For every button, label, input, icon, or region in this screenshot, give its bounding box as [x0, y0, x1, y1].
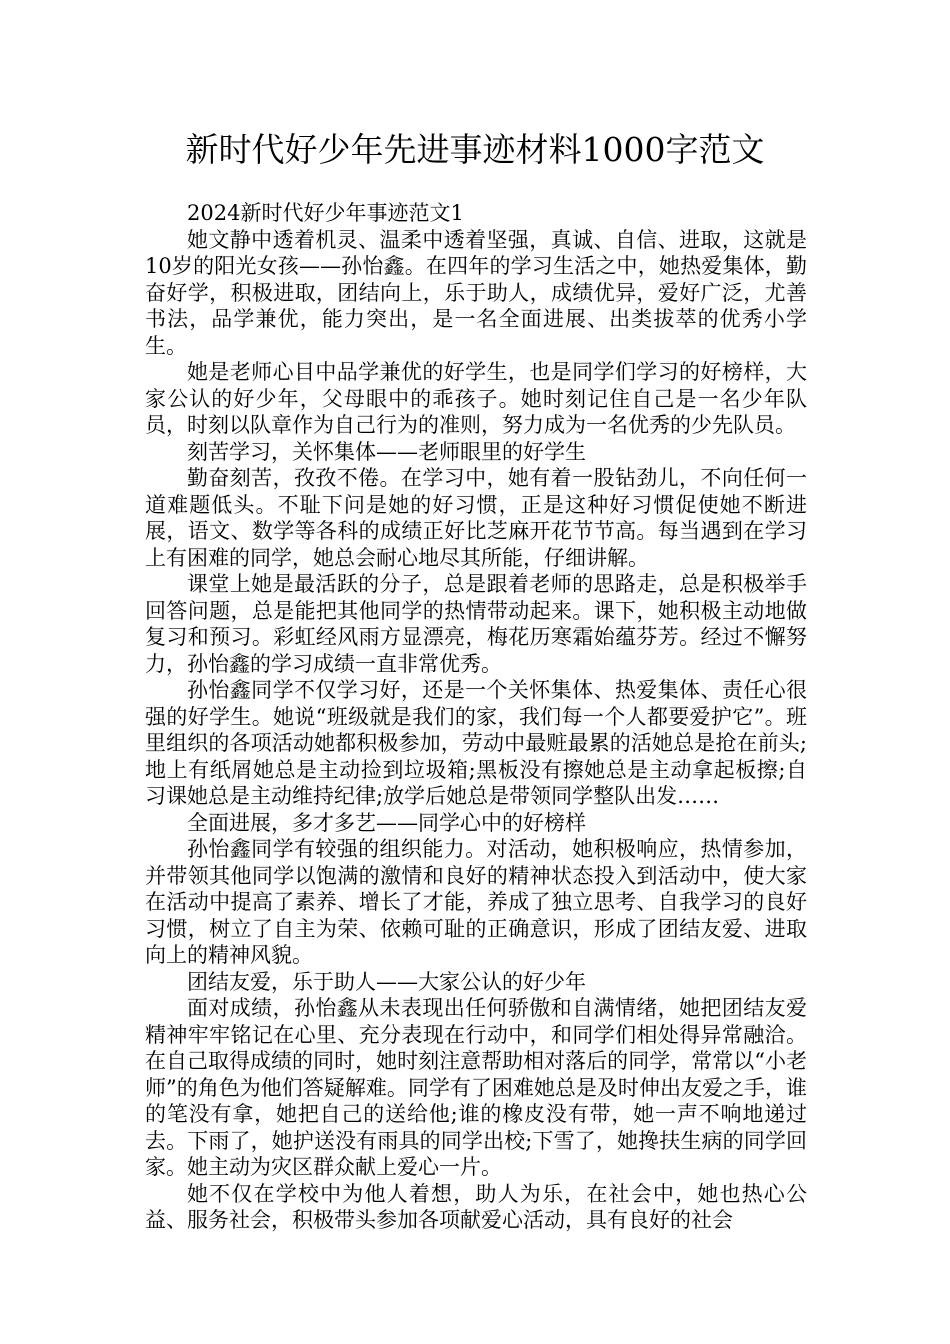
- paragraph: 勤奋刻苦，孜孜不倦。在学习中，她有着一股钻劲儿，不向任何一道难题低头。不耻下问是她的好习惯，正是这种好习惯促使她不断进展，语文、数学等各科的成绩正好比芝麻开花节节高。每当遇到在学习上有困难的同学，她总会耐心地尽其所能，仔细讲解。: [145, 466, 807, 570]
- section-heading: 全面进展，多才多艺——同学心中的好榜样: [187, 810, 586, 835]
- paragraph: 她不仅在学校中为他人着想，助人为乐，在社会中，她也热心公益、服务社会，积极带头参加各项献爱心活动，具有良好的社会: [145, 1181, 807, 1232]
- document-body: [145, 200, 807, 1234]
- paragraph: 孙怡鑫同学不仅学习好，还是一个关怀集体、热爱集体、责任心很强的好学生。她说“班级就是我们的家，我们每一个人都要爱护它”。班里组织的各项活动她都积极参加，劳动中最赃最累的活她总是抢在前头;地上有纸屑她总是主动捡到垃圾箱;黑板没有擦她总是主动拿起板擦;自习课她总是主动维持纪律;放学后她总是带领同学整队出发……: [145, 678, 807, 808]
- section-heading: 刻苦学习，关怀集体——老师眼里的好学生: [187, 439, 586, 464]
- paragraph: 孙怡鑫同学有较强的组织能力。对活动，她积极响应，热情参加，并带领其他同学以饱满的激情和良好的精神状态投入到活动中，使大家在活动中提高了素养、增长了才能，养成了独立思考、自我学习的良好习惯，树立了自主为荣、依赖可耻的正确意识，形成了团结友爱、进取向上的精神风貌。: [145, 837, 807, 967]
- paragraph: 她文静中透着机灵、温柔中透着坚强，真诚、自信、进取，这就是10岁的阳光女孩——孙怡鑫。在四年的学习生活之中，她热爱集体，勤奋好学，积极进取，团结向上，乐于助人，成绩优异，爱好广泛，尤善书法，品学兼优，能力突出，是一名全面进展、出类拔萃的优秀小学生。: [145, 227, 807, 358]
- document-title: 新时代好少年先进事迹材料1000字范文: [185, 130, 765, 169]
- paragraph: 2024新时代好少年事迹范文1: [187, 201, 464, 225]
- paragraph: 课堂上她是最活跃的分子，总是跟着老师的思路走，总是积极举手回答问题，总是能把其他同学的热情带动起来。课下，她积极主动地做复习和预习。彩虹经风雨方显漂亮，梅花历寒霜始蕴芬芳。经过不懈努力，孙怡鑫的学习成绩一直非常优秀。: [145, 572, 807, 676]
- paragraph: 她是老师心目中品学兼优的好学生，也是同学们学习的好榜样，大家公认的好少年，父母眼中的乖孩子。她时刻记住自己是一名少年队员，时刻以队章作为自己行为的准则，努力成为一名优秀的少先队员。: [145, 360, 807, 437]
- section-heading: 团结友爱，乐于助人——大家公认的好少年: [187, 969, 586, 994]
- paragraph: 面对成绩，孙怡鑫从未表现出任何骄傲和自满情绪，她把团结友爱精神牢牢铭记在心里、充分表现在行动中，和同学们相处得异常融洽。在自己取得成绩的同时，她时刻注意帮助相对落后的同学，常常以“小老师”的角色为他们答疑解难。同学有了困难她总是及时伸出友爱之手，谁的笔没有拿，她把自己的送给他;谁的橡皮没有带，她一声不响地递过去。下雨了，她护送没有雨具的同学出校;下雪了，她搀扶生病的同学回家。她主动为灾区群众献上爱心一片。: [145, 996, 807, 1179]
